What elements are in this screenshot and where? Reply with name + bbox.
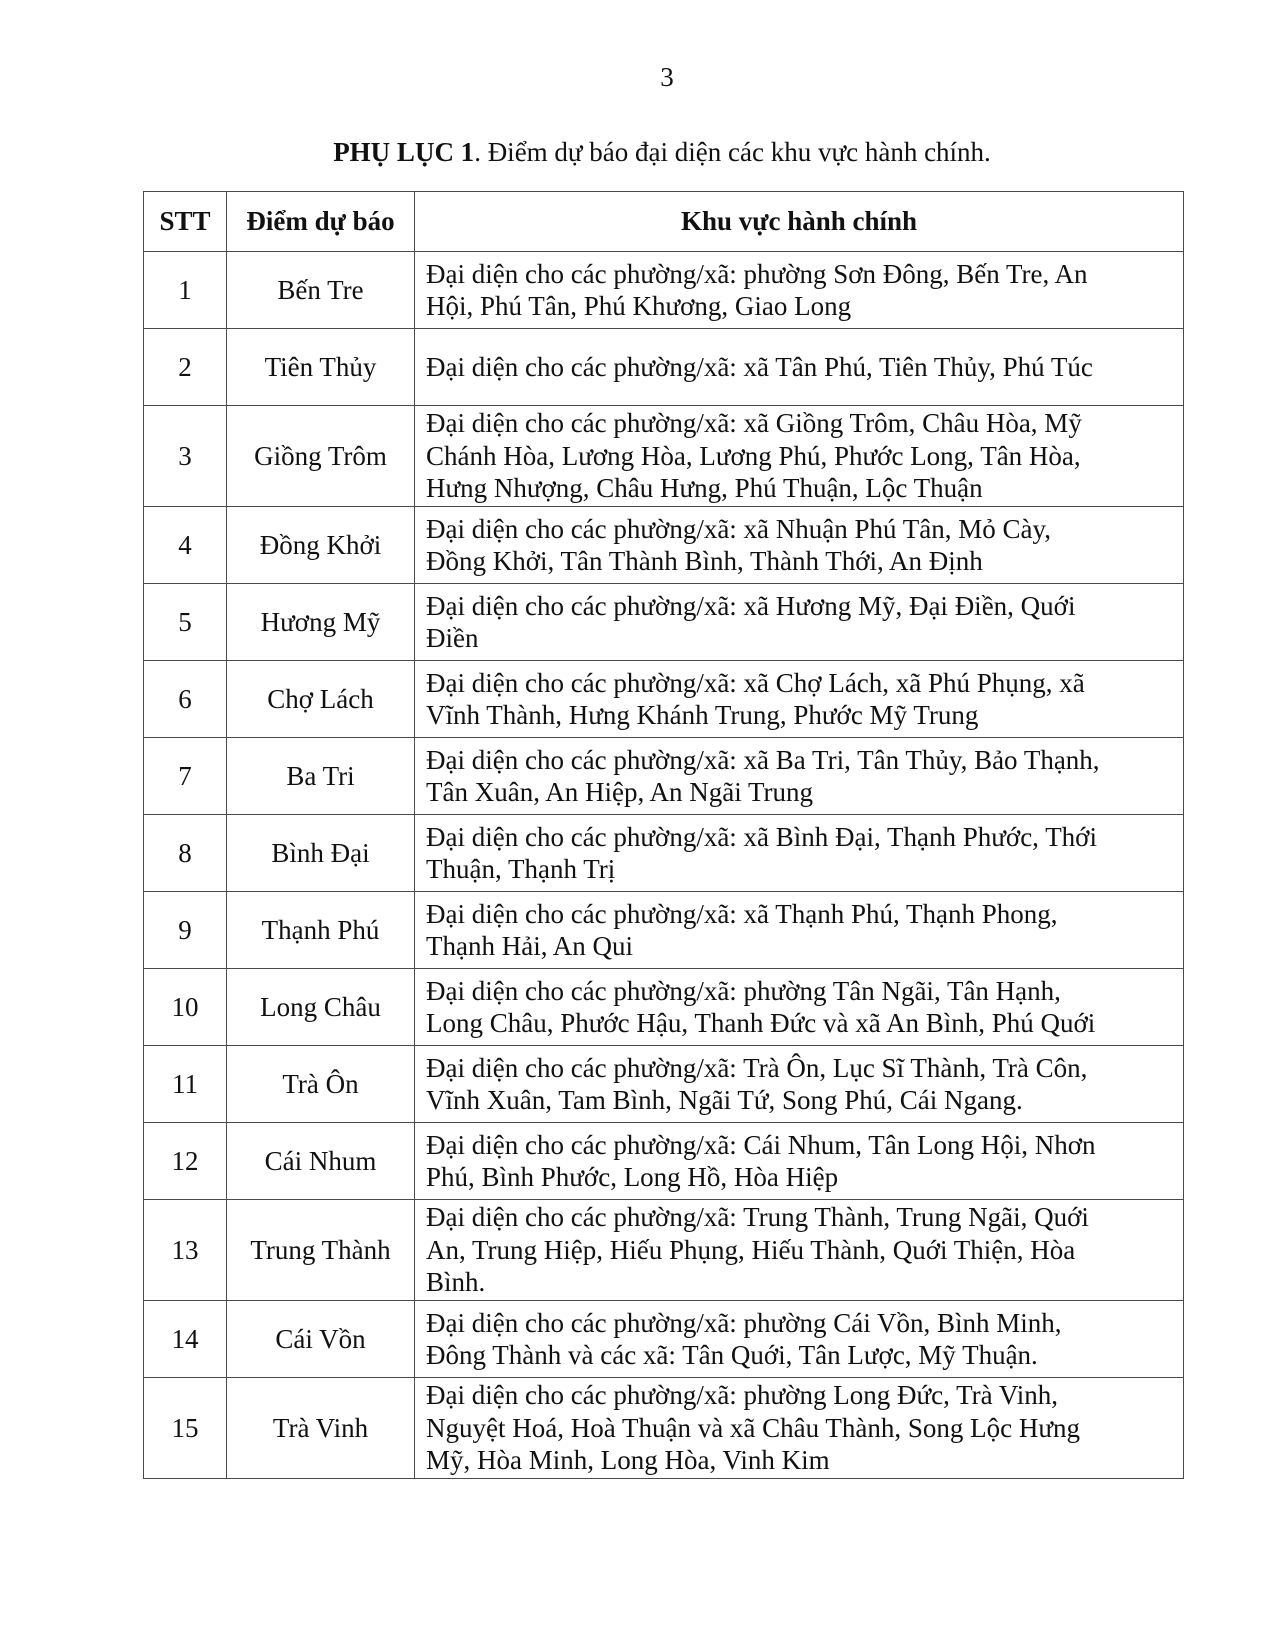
row-admin-area: Đại diện cho các phường/xã: Cái Nhum, Tân Long Hội, Nhơn Phú, Bình Phước, Long Hồ, Hòa Hiệp	[415, 1123, 1184, 1200]
header-admin-area: Khu vực hành chính	[415, 192, 1184, 252]
table-row	[144, 507, 1184, 584]
table-row	[144, 1123, 1184, 1200]
row-stt: 1	[144, 252, 227, 329]
row-admin-area: Đại diện cho các phường/xã: xã Tân Phú, Tiên Thủy, Phú Túc	[415, 329, 1184, 406]
row-stt: 14	[144, 1301, 227, 1378]
table-row	[144, 815, 1184, 892]
table-row	[144, 1301, 1184, 1378]
row-admin-area: Đại diện cho các phường/xã: phường Cái Vồn, Bình Minh, Đông Thành và các xã: Tân Quới, Tân Lược, Mỹ Thuận.	[415, 1301, 1184, 1378]
row-stt: 4	[144, 507, 227, 584]
header-forecast-point: Điểm dự báo	[227, 192, 415, 252]
page-number: 3	[660, 62, 674, 92]
appendix-title-text: . Điểm dự báo đại diện các khu vực hành chính.	[474, 137, 991, 167]
table-row	[144, 969, 1184, 1046]
row-forecast-point: Trà Ôn	[227, 1046, 415, 1123]
appendix-title	[0, 134, 1275, 170]
row-forecast-point: Hương Mỹ	[227, 584, 415, 661]
row-stt: 9	[144, 892, 227, 969]
row-stt: 2	[144, 329, 227, 406]
row-admin-area: Đại diện cho các phường/xã: xã Thạnh Phú, Thạnh Phong, Thạnh Hải, An Qui	[415, 892, 1184, 969]
table-row	[144, 584, 1184, 661]
row-stt: 15	[144, 1378, 227, 1479]
table-row	[144, 406, 1184, 507]
row-stt: 10	[144, 969, 227, 1046]
table-row	[144, 1046, 1184, 1123]
row-stt: 11	[144, 1046, 227, 1123]
row-forecast-point: Chợ Lách	[227, 661, 415, 738]
row-stt: 6	[144, 661, 227, 738]
row-admin-area: Đại diện cho các phường/xã: xã Chợ Lách, xã Phú Phụng, xã Vĩnh Thành, Hưng Khánh Trung, Phước Mỹ Trung	[415, 661, 1184, 738]
appendix-title-label: PHỤ LỤC 1	[333, 137, 475, 167]
row-forecast-point: Thạnh Phú	[227, 892, 415, 969]
row-admin-area: Đại diện cho các phường/xã: phường Long Đức, Trà Vinh, Nguyệt Hoá, Hoà Thuận và xã Châu Thành, Song Lộc Hưng Mỹ, Hòa Minh, Long Hòa, Vinh Kim	[415, 1378, 1184, 1479]
row-forecast-point: Giồng Trôm	[227, 406, 415, 507]
table-row	[144, 892, 1184, 969]
row-stt: 12	[144, 1123, 227, 1200]
row-admin-area: Đại diện cho các phường/xã: phường Sơn Đông, Bến Tre, An Hội, Phú Tân, Phú Khương, Giao Long	[415, 252, 1184, 329]
table-row	[144, 252, 1184, 329]
row-forecast-point: Đồng Khởi	[227, 507, 415, 584]
row-admin-area: Đại diện cho các phường/xã: xã Ba Tri, Tân Thủy, Bảo Thạnh, Tân Xuân, An Hiệp, An Ngãi Trung	[415, 738, 1184, 815]
row-stt: 13	[144, 1200, 227, 1301]
row-forecast-point: Bình Đại	[227, 815, 415, 892]
table-row	[144, 1200, 1184, 1301]
row-forecast-point: Trà Vinh	[227, 1378, 415, 1479]
table-row	[144, 1378, 1184, 1479]
row-forecast-point: Cái Nhum	[227, 1123, 415, 1200]
table-header-row	[144, 192, 1184, 252]
row-forecast-point: Ba Tri	[227, 738, 415, 815]
row-forecast-point: Cái Vồn	[227, 1301, 415, 1378]
row-admin-area: Đại diện cho các phường/xã: phường Tân Ngãi, Tân Hạnh, Long Châu, Phước Hậu, Thanh Đức và xã An Bình, Phú Quới	[415, 969, 1184, 1046]
row-admin-area: Đại diện cho các phường/xã: Trung Thành, Trung Ngãi, Quới An, Trung Hiệp, Hiếu Phụng, Hiếu Thành, Quới Thiện, Hòa Bình.	[415, 1200, 1184, 1301]
table-row	[144, 661, 1184, 738]
row-forecast-point: Trung Thành	[227, 1200, 415, 1301]
row-admin-area: Đại diện cho các phường/xã: xã Nhuận Phú Tân, Mỏ Cày, Đồng Khởi, Tân Thành Bình, Thành Thới, An Định	[415, 507, 1184, 584]
row-admin-area: Đại diện cho các phường/xã: xã Hương Mỹ, Đại Điền, Quới Điền	[415, 584, 1184, 661]
row-admin-area: Đại diện cho các phường/xã: xã Giồng Trôm, Châu Hòa, Mỹ Chánh Hòa, Lương Hòa, Lương Phú, Phước Long, Tân Hòa, Hưng Nhượng, Châu Hưng, Phú Thuận, Lộc Thuận	[415, 406, 1184, 507]
row-forecast-point: Tiên Thủy	[227, 329, 415, 406]
table-row	[144, 329, 1184, 406]
row-stt: 8	[144, 815, 227, 892]
row-stt: 5	[144, 584, 227, 661]
row-stt: 3	[144, 406, 227, 507]
table-row	[144, 738, 1184, 815]
header-stt: STT	[144, 192, 227, 252]
row-admin-area: Đại diện cho các phường/xã: xã Bình Đại, Thạnh Phước, Thới Thuận, Thạnh Trị	[415, 815, 1184, 892]
row-admin-area: Đại diện cho các phường/xã: Trà Ôn, Lục Sĩ Thành, Trà Côn, Vĩnh Xuân, Tam Bình, Ngãi Tứ, Song Phú, Cái Ngang.	[415, 1046, 1184, 1123]
row-stt: 7	[144, 738, 227, 815]
forecast-points-table	[143, 191, 1184, 1479]
row-forecast-point: Long Châu	[227, 969, 415, 1046]
row-forecast-point: Bến Tre	[227, 252, 415, 329]
